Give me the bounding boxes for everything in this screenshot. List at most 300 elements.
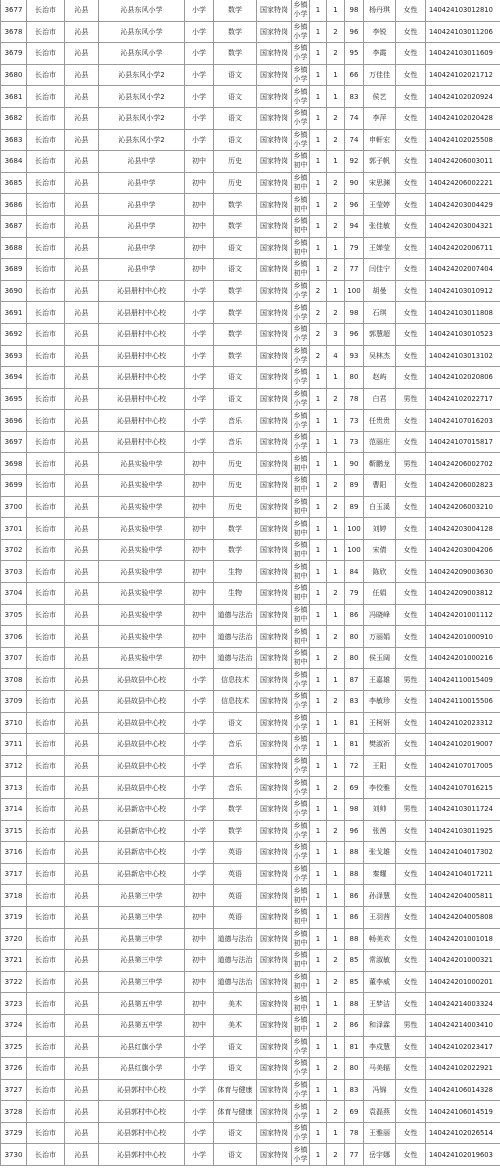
cell-gender: 女性 — [396, 107, 426, 129]
cell-subject: 体育与健康 — [214, 1079, 257, 1101]
cell-city: 长治市 — [27, 928, 65, 950]
cell-rank: 1 — [327, 842, 345, 864]
cell-gender: 女性 — [396, 64, 426, 86]
cell-city: 长治市 — [27, 194, 65, 216]
cell-quota: 1 — [310, 518, 327, 540]
cell-school: 沁县故县中心校 — [99, 734, 185, 756]
cell-row-number: 3710 — [1, 712, 27, 734]
cell-quota: 1 — [310, 1058, 327, 1080]
cell-city: 长治市 — [27, 43, 65, 65]
cell-quota: 1 — [310, 21, 327, 43]
cell-subject: 数学 — [214, 820, 257, 842]
cell-gender: 女性 — [396, 21, 426, 43]
cell-exam-id: 140424110015506 — [426, 691, 500, 713]
cell-quota: 1 — [310, 885, 327, 907]
cell-subject: 数学 — [214, 345, 257, 367]
cell-candidate-name: 和泽霖 — [364, 1014, 396, 1036]
cell-score: 96 — [345, 21, 364, 43]
cell-score: 80 — [345, 647, 364, 669]
cell-row-number: 3679 — [1, 43, 27, 65]
cell-row-number: 3720 — [1, 928, 27, 950]
cell-quota: 1 — [310, 1122, 327, 1144]
cell-gender: 女性 — [396, 1122, 426, 1144]
cell-subject: 语文 — [214, 64, 257, 86]
cell-gender: 女性 — [396, 906, 426, 928]
cell-gender: 女性 — [396, 971, 426, 993]
cell-county: 沁县 — [65, 734, 99, 756]
cell-location-type: 乡镇小学 — [292, 863, 310, 885]
cell-school-level: 小学 — [185, 367, 214, 389]
cell-gender: 女性 — [396, 604, 426, 626]
cell-candidate-name: 申軒宏 — [364, 129, 396, 151]
cell-quota: 1 — [310, 86, 327, 108]
cell-city: 长治市 — [27, 993, 65, 1015]
cell-exam-id: 140424102022921 — [426, 1058, 500, 1080]
cell-school-level: 小学 — [185, 323, 214, 345]
cell-candidate-name: 王梦洁 — [364, 993, 396, 1015]
cell-exam-id: 140424201000321 — [426, 950, 500, 972]
cell-quota: 1 — [310, 215, 327, 237]
cell-quota: 1 — [310, 777, 327, 799]
cell-gender: 女性 — [396, 734, 426, 756]
cell-city: 长治市 — [27, 971, 65, 993]
cell-exam-id: 140424206003011 — [426, 151, 500, 173]
cell-city: 长治市 — [27, 669, 65, 691]
cell-gender: 女性 — [396, 712, 426, 734]
cell-rank: 2 — [327, 107, 345, 129]
cell-exam-id: 140424201000216 — [426, 647, 500, 669]
cell-county: 沁县 — [65, 129, 99, 151]
cell-exam-id: 140424103012810 — [426, 0, 500, 21]
cell-exam-id: 140424106014519 — [426, 1101, 500, 1123]
cell-post-type: 国家特岗 — [257, 1014, 292, 1036]
cell-score: 100 — [345, 280, 364, 302]
cell-exam-id: 140424206002221 — [426, 172, 500, 194]
cell-candidate-name: 范丽庄 — [364, 431, 396, 453]
cell-location-type: 乡镇小学 — [292, 388, 310, 410]
cell-gender: 女性 — [396, 367, 426, 389]
cell-subject: 数学 — [214, 518, 257, 540]
cell-post-type: 国家特岗 — [257, 885, 292, 907]
cell-quota: 1 — [310, 539, 327, 561]
cell-location-type: 乡镇初中 — [292, 259, 310, 281]
cell-post-type: 国家特岗 — [257, 345, 292, 367]
cell-post-type: 国家特岗 — [257, 734, 292, 756]
cell-county: 沁县 — [65, 971, 99, 993]
cell-post-type: 国家特岗 — [257, 323, 292, 345]
cell-subject: 语文 — [214, 107, 257, 129]
cell-score: 86 — [345, 906, 364, 928]
cell-row-number: 3687 — [1, 215, 27, 237]
cell-score: 81 — [345, 712, 364, 734]
cell-school-level: 初中 — [185, 561, 214, 583]
cell-city: 长治市 — [27, 906, 65, 928]
cell-candidate-name: 郭子帆 — [364, 151, 396, 173]
cell-quota: 1 — [310, 691, 327, 713]
cell-row-number: 3681 — [1, 86, 27, 108]
cell-school-level: 小学 — [185, 302, 214, 324]
cell-gender: 女性 — [396, 237, 426, 259]
cell-quota: 1 — [310, 1036, 327, 1058]
cell-candidate-name: 万丽娟 — [364, 626, 396, 648]
table-row — [1, 215, 500, 237]
cell-candidate-name: 陈欣 — [364, 561, 396, 583]
cell-row-number: 3692 — [1, 323, 27, 345]
cell-subject: 数学 — [214, 798, 257, 820]
cell-gender: 女性 — [396, 194, 426, 216]
cell-school-level: 初中 — [185, 583, 214, 605]
cell-candidate-name: 吴林杰 — [364, 345, 396, 367]
table-row — [1, 734, 500, 756]
cell-school-level: 小学 — [185, 1122, 214, 1144]
cell-exam-id: 140424102019007 — [426, 734, 500, 756]
cell-rank: 1 — [327, 734, 345, 756]
cell-row-number: 3700 — [1, 496, 27, 518]
cell-subject: 历史 — [214, 475, 257, 497]
cell-row-number: 3689 — [1, 259, 27, 281]
cell-score: 80 — [345, 367, 364, 389]
cell-city: 长治市 — [27, 691, 65, 713]
cell-score: 95 — [345, 43, 364, 65]
cell-quota: 1 — [310, 0, 327, 21]
cell-candidate-name: 侯玉阔 — [364, 647, 396, 669]
cell-gender: 女性 — [396, 259, 426, 281]
cell-gender: 女性 — [396, 626, 426, 648]
cell-candidate-name: 侯艺 — [364, 86, 396, 108]
cell-post-type: 国家特岗 — [257, 64, 292, 86]
cell-quota: 2 — [310, 323, 327, 345]
cell-school-level: 初中 — [185, 971, 214, 993]
cell-row-number: 3723 — [1, 993, 27, 1015]
cell-subject: 道德与法治 — [214, 604, 257, 626]
cell-county: 沁县 — [65, 453, 99, 475]
cell-rank: 2 — [327, 259, 345, 281]
cell-subject: 道德与法治 — [214, 950, 257, 972]
cell-candidate-name: 王嘉雄 — [364, 669, 396, 691]
cell-exam-id: 140424203004128 — [426, 518, 500, 540]
cell-location-type: 乡镇小学 — [292, 1101, 310, 1123]
cell-candidate-name: 胡曼 — [364, 280, 396, 302]
cell-location-type: 乡镇小学 — [292, 755, 310, 777]
cell-rank: 1 — [327, 604, 345, 626]
cell-gender: 女性 — [396, 151, 426, 173]
cell-candidate-name: 万佳佳 — [364, 64, 396, 86]
cell-quota: 1 — [310, 151, 327, 173]
cell-row-number: 3719 — [1, 906, 27, 928]
cell-exam-id: 140424204005811 — [426, 885, 500, 907]
cell-exam-id: 140424102023312 — [426, 712, 500, 734]
cell-school-level: 小学 — [185, 777, 214, 799]
cell-row-number: 3713 — [1, 777, 27, 799]
cell-quota: 1 — [310, 798, 327, 820]
cell-city: 长治市 — [27, 755, 65, 777]
cell-location-type: 乡镇小学 — [292, 842, 310, 864]
cell-city: 长治市 — [27, 1058, 65, 1080]
cell-location-type: 乡镇初中 — [292, 928, 310, 950]
cell-school: 沁县新店中心校 — [99, 863, 185, 885]
cell-exam-id: 140424203004429 — [426, 194, 500, 216]
cell-score: 79 — [345, 237, 364, 259]
cell-rank: 2 — [327, 950, 345, 972]
cell-candidate-name: 李锐 — [364, 21, 396, 43]
cell-location-type: 乡镇小学 — [292, 107, 310, 129]
cell-school-level: 初中 — [185, 518, 214, 540]
cell-location-type: 乡镇小学 — [292, 777, 310, 799]
cell-school: 沁县实验中学 — [99, 518, 185, 540]
cell-exam-id: 140424201001112 — [426, 604, 500, 626]
cell-row-number: 3704 — [1, 583, 27, 605]
cell-location-type: 乡镇小学 — [292, 1058, 310, 1080]
table-row — [1, 820, 500, 842]
cell-gender: 女性 — [396, 345, 426, 367]
cell-school: 沁县实验中学 — [99, 647, 185, 669]
cell-subject: 语文 — [214, 237, 257, 259]
cell-county: 沁县 — [65, 64, 99, 86]
table-row — [1, 21, 500, 43]
cell-school-level: 小学 — [185, 43, 214, 65]
cell-post-type: 国家特岗 — [257, 798, 292, 820]
cell-candidate-name: 曹阳 — [364, 475, 396, 497]
cell-location-type: 乡镇初中 — [292, 475, 310, 497]
cell-county: 沁县 — [65, 863, 99, 885]
cell-score: 88 — [345, 928, 364, 950]
cell-school-level: 小学 — [185, 691, 214, 713]
cell-post-type: 国家特岗 — [257, 43, 292, 65]
cell-school: 沁县故县中心校 — [99, 669, 185, 691]
cell-subject: 英语 — [214, 842, 257, 864]
cell-exam-id: 140424107015817 — [426, 431, 500, 453]
cell-school-level: 小学 — [185, 21, 214, 43]
cell-subject: 数学 — [214, 280, 257, 302]
cell-gender: 女性 — [396, 410, 426, 432]
cell-city: 长治市 — [27, 798, 65, 820]
cell-row-number: 3695 — [1, 388, 27, 410]
cell-subject: 道德与法治 — [214, 626, 257, 648]
cell-exam-id: 140424201000201 — [426, 971, 500, 993]
cell-city: 长治市 — [27, 151, 65, 173]
cell-subject: 道德与法治 — [214, 647, 257, 669]
table-row — [1, 475, 500, 497]
cell-gender: 女性 — [396, 777, 426, 799]
cell-city: 长治市 — [27, 647, 65, 669]
cell-school: 沁县郭村中心校 — [99, 1122, 185, 1144]
cell-candidate-name: 王雅丽 — [364, 1122, 396, 1144]
cell-row-number: 3685 — [1, 172, 27, 194]
cell-city: 长治市 — [27, 345, 65, 367]
cell-candidate-name: 王羽茜 — [364, 906, 396, 928]
cell-rank: 1 — [327, 367, 345, 389]
table-row — [1, 86, 500, 108]
cell-post-type: 国家特岗 — [257, 259, 292, 281]
cell-post-type: 国家特岗 — [257, 755, 292, 777]
cell-location-type: 乡镇初中 — [292, 194, 310, 216]
cell-quota: 1 — [310, 928, 327, 950]
cell-exam-id: 140424102022717 — [426, 388, 500, 410]
cell-subject: 语文 — [214, 259, 257, 281]
cell-quota: 1 — [310, 669, 327, 691]
cell-candidate-name: 刘婷 — [364, 518, 396, 540]
cell-school-level: 初中 — [185, 626, 214, 648]
cell-school: 沁县实验中学 — [99, 475, 185, 497]
cell-exam-id: 140424206002702 — [426, 453, 500, 475]
cell-rank: 2 — [327, 1101, 345, 1123]
cell-school: 沁县实验中学 — [99, 561, 185, 583]
cell-exam-id: 140424102020428 — [426, 107, 500, 129]
cell-subject: 数学 — [214, 323, 257, 345]
cell-exam-id: 140424107017005 — [426, 755, 500, 777]
cell-school: 沁县红旗小学 — [99, 1036, 185, 1058]
cell-county: 沁县 — [65, 798, 99, 820]
cell-county: 沁县 — [65, 647, 99, 669]
cell-row-number: 3728 — [1, 1101, 27, 1123]
table-row — [1, 1122, 500, 1144]
cell-location-type: 乡镇小学 — [292, 1036, 310, 1058]
cell-rank: 2 — [327, 172, 345, 194]
cell-score: 74 — [345, 129, 364, 151]
cell-school-level: 小学 — [185, 86, 214, 108]
cell-location-type: 乡镇小学 — [292, 21, 310, 43]
cell-gender: 女性 — [396, 1079, 426, 1101]
cell-subject: 数学 — [214, 302, 257, 324]
cell-school: 沁县第三中学 — [99, 928, 185, 950]
cell-quota: 1 — [310, 906, 327, 928]
table-row — [1, 107, 500, 129]
cell-location-type: 乡镇初中 — [292, 647, 310, 669]
cell-school: 沁县实验中学 — [99, 496, 185, 518]
cell-school-level: 小学 — [185, 755, 214, 777]
cell-rank: 1 — [327, 669, 345, 691]
cell-school: 沁县实验中学 — [99, 604, 185, 626]
cell-post-type: 国家特岗 — [257, 107, 292, 129]
cell-exam-id: 140424103010523 — [426, 323, 500, 345]
cell-post-type: 国家特岗 — [257, 950, 292, 972]
cell-school-level: 小学 — [185, 1036, 214, 1058]
cell-location-type: 乡镇初中 — [292, 518, 310, 540]
cell-school-level: 小学 — [185, 345, 214, 367]
cell-score: 98 — [345, 798, 364, 820]
cell-school-level: 小学 — [185, 410, 214, 432]
table-row — [1, 453, 500, 475]
cell-location-type: 乡镇小学 — [292, 734, 310, 756]
cell-post-type: 国家特岗 — [257, 863, 292, 885]
cell-school-level: 小学 — [185, 1079, 214, 1101]
table-row — [1, 993, 500, 1015]
cell-location-type: 乡镇初中 — [292, 906, 310, 928]
cell-candidate-name: 石琪 — [364, 302, 396, 324]
cell-subject: 生物 — [214, 561, 257, 583]
cell-row-number: 3708 — [1, 669, 27, 691]
cell-exam-id: 140424102020924 — [426, 86, 500, 108]
cell-rank: 2 — [327, 475, 345, 497]
cell-location-type: 乡镇初中 — [292, 151, 310, 173]
cell-county: 沁县 — [65, 906, 99, 928]
cell-county: 沁县 — [65, 237, 99, 259]
cell-row-number: 3702 — [1, 539, 27, 561]
cell-score: 86 — [345, 604, 364, 626]
cell-school-level: 小学 — [185, 863, 214, 885]
cell-post-type: 国家特岗 — [257, 215, 292, 237]
cell-row-number: 3722 — [1, 971, 27, 993]
cell-county: 沁县 — [65, 1058, 99, 1080]
cell-row-number: 3705 — [1, 604, 27, 626]
cell-row-number: 3707 — [1, 647, 27, 669]
cell-school: 沁县郭村中心校 — [99, 1079, 185, 1101]
cell-rank: 1 — [327, 86, 345, 108]
cell-exam-id: 140424102020806 — [426, 367, 500, 389]
cell-school: 沁县实验中学 — [99, 539, 185, 561]
cell-quota: 1 — [310, 1101, 327, 1123]
cell-county: 沁县 — [65, 950, 99, 972]
cell-exam-id: 140424201001018 — [426, 928, 500, 950]
cell-rank: 1 — [327, 280, 345, 302]
cell-location-type: 乡镇小学 — [292, 64, 310, 86]
cell-rank: 2 — [327, 820, 345, 842]
cell-post-type: 国家特岗 — [257, 172, 292, 194]
cell-row-number: 3726 — [1, 1058, 27, 1080]
cell-post-type: 国家特岗 — [257, 129, 292, 151]
cell-row-number: 3701 — [1, 518, 27, 540]
cell-post-type: 国家特岗 — [257, 475, 292, 497]
cell-row-number: 3727 — [1, 1079, 27, 1101]
cell-subject: 语文 — [214, 1122, 257, 1144]
cell-school-level: 初中 — [185, 539, 214, 561]
cell-city: 长治市 — [27, 539, 65, 561]
cell-subject: 语文 — [214, 129, 257, 151]
cell-gender: 女性 — [396, 583, 426, 605]
cell-city: 长治市 — [27, 172, 65, 194]
cell-county: 沁县 — [65, 172, 99, 194]
table-row — [1, 431, 500, 453]
cell-score: 90 — [345, 172, 364, 194]
cell-gender: 女性 — [396, 755, 426, 777]
cell-subject: 历史 — [214, 172, 257, 194]
cell-location-type: 乡镇小学 — [292, 280, 310, 302]
cell-location-type: 乡镇初中 — [292, 496, 310, 518]
cell-quota: 1 — [310, 107, 327, 129]
cell-school-level: 初中 — [185, 215, 214, 237]
cell-post-type: 国家特岗 — [257, 583, 292, 605]
table-row — [1, 43, 500, 65]
cell-school: 沁县东风小学 — [99, 43, 185, 65]
table-row — [1, 410, 500, 432]
cell-score: 83 — [345, 86, 364, 108]
cell-subject: 数学 — [214, 539, 257, 561]
cell-county: 沁县 — [65, 669, 99, 691]
cell-gender: 女性 — [396, 431, 426, 453]
cell-rank: 2 — [327, 777, 345, 799]
cell-score: 73 — [345, 431, 364, 453]
cell-rank: 1 — [327, 64, 345, 86]
cell-exam-id: 140424203004321 — [426, 215, 500, 237]
cell-county: 沁县 — [65, 604, 99, 626]
cell-school-level: 小学 — [185, 107, 214, 129]
cell-gender: 女性 — [396, 950, 426, 972]
cell-subject: 道德与法治 — [214, 971, 257, 993]
cell-post-type: 国家特岗 — [257, 669, 292, 691]
cell-row-number: 3716 — [1, 842, 27, 864]
cell-exam-id: 140424102025508 — [426, 129, 500, 151]
cell-post-type: 国家特岗 — [257, 453, 292, 475]
cell-post-type: 国家特岗 — [257, 691, 292, 713]
table-row — [1, 259, 500, 281]
cell-gender: 女性 — [396, 475, 426, 497]
cell-county: 沁县 — [65, 496, 99, 518]
cell-gender: 女性 — [396, 561, 426, 583]
cell-school: 沁县册村中心校 — [99, 410, 185, 432]
cell-row-number: 3714 — [1, 798, 27, 820]
cell-location-type: 乡镇初中 — [292, 1014, 310, 1036]
cell-exam-id: 140424104017211 — [426, 863, 500, 885]
